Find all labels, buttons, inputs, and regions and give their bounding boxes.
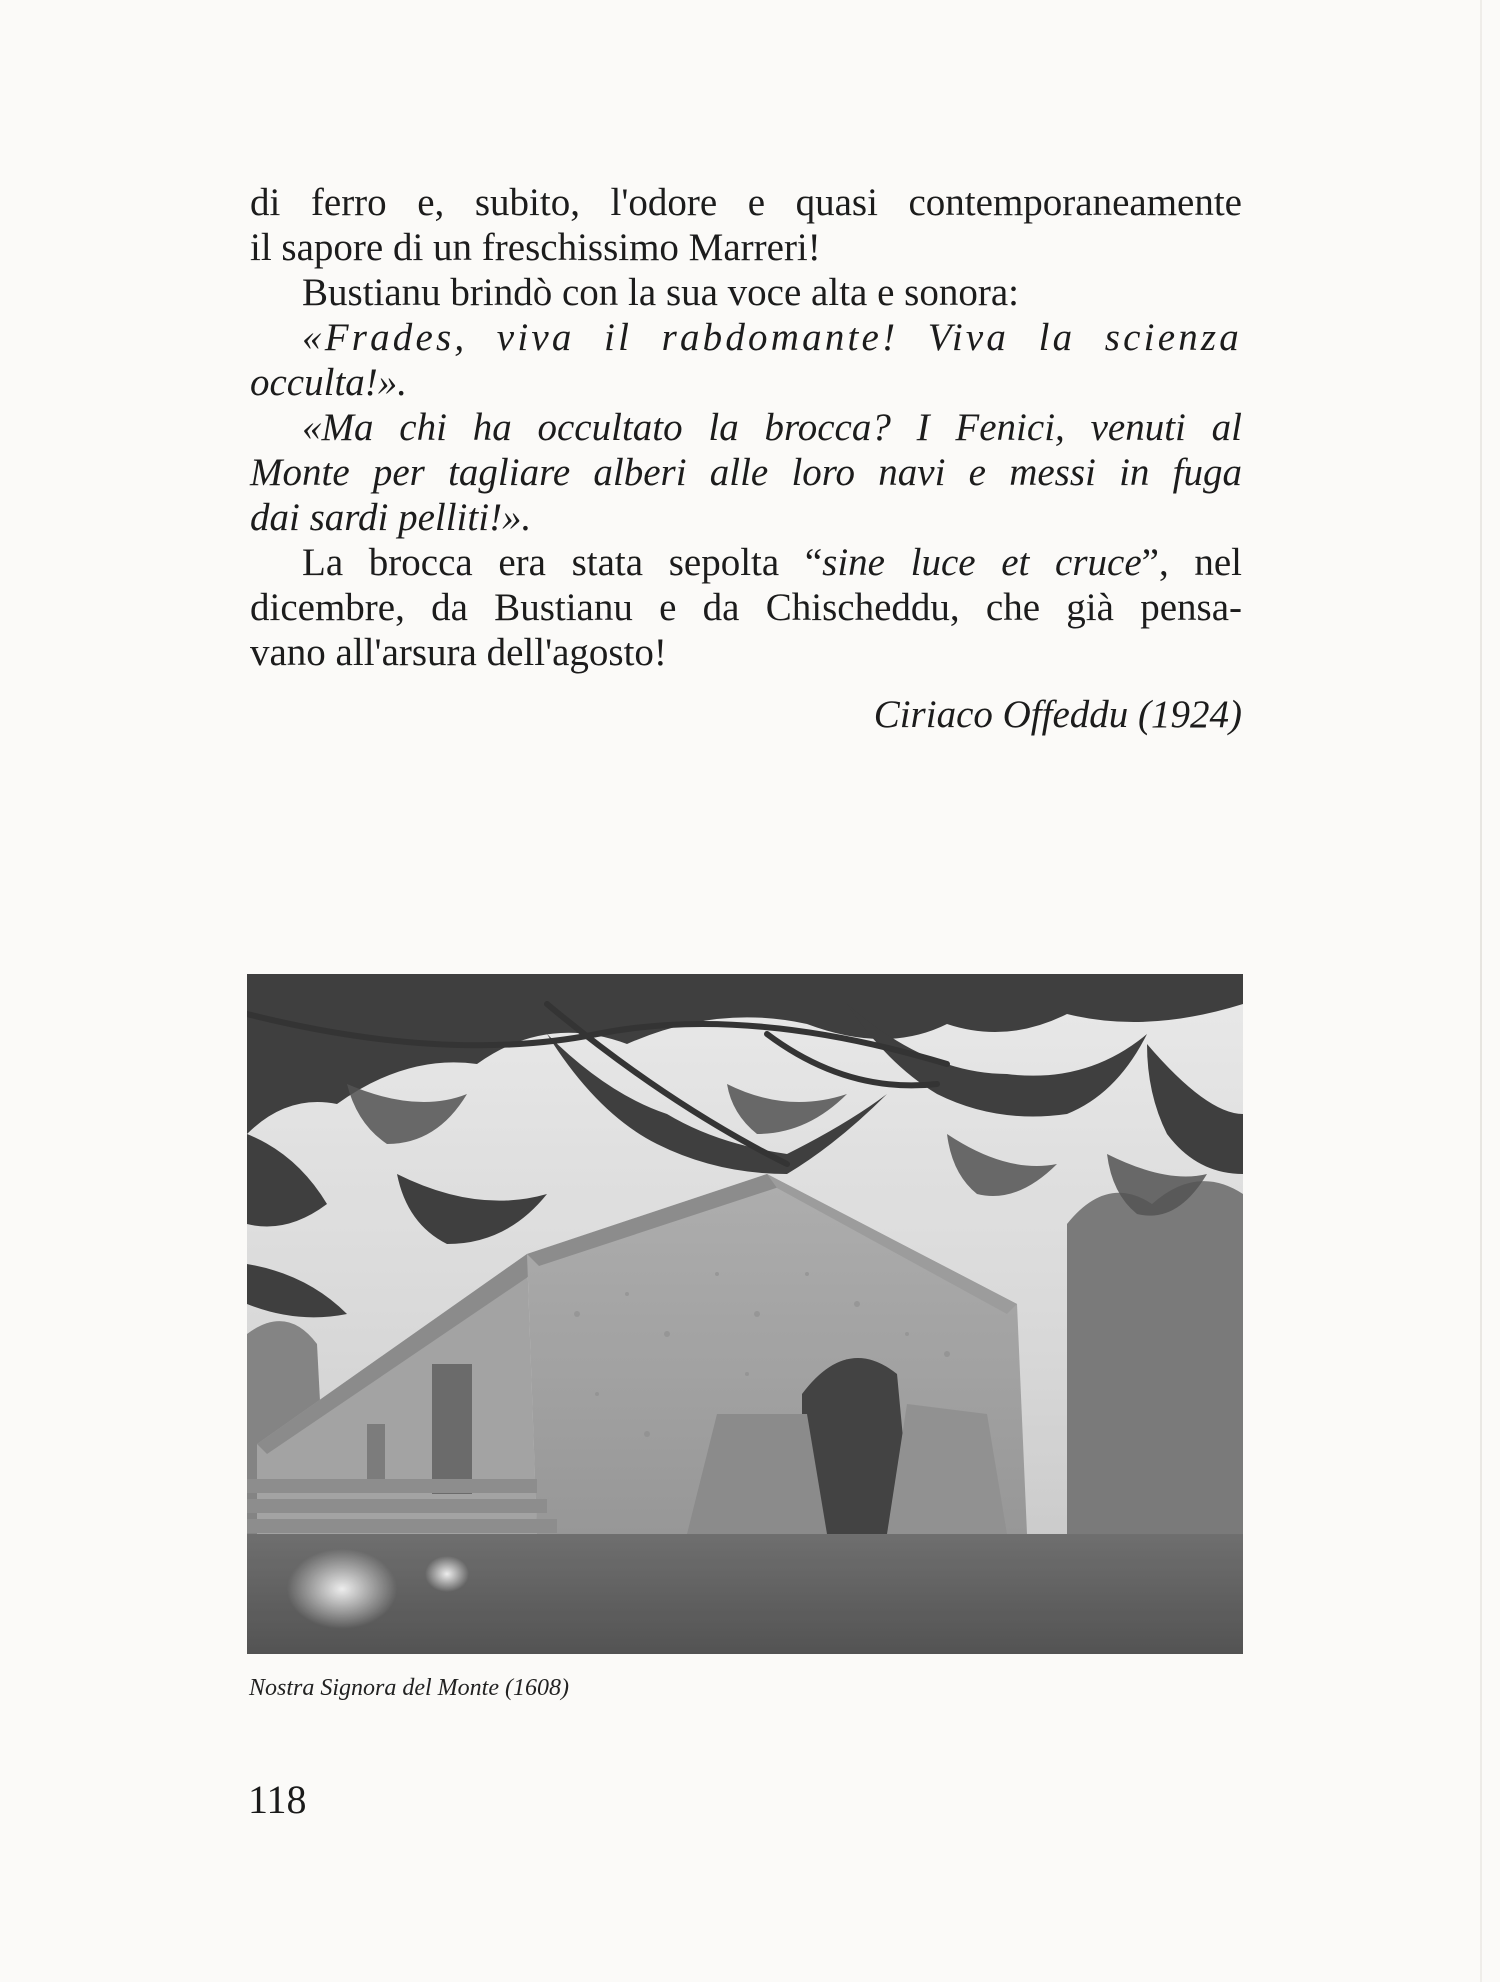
latin-phrase: sine luce et cruce — [822, 541, 1142, 584]
author-signature: Ciriaco Offeddu (1924) — [873, 693, 1242, 736]
church-photo-graphic — [247, 974, 1243, 1654]
text-fragment: ”, nel — [1141, 541, 1242, 584]
page-edge — [1480, 0, 1482, 1982]
italic-text: dai sardi pelliti!». — [250, 496, 532, 539]
italic-text: «Frades, viva il rabdomante! Viva la scienza — [302, 316, 1242, 359]
page-number: 118 — [248, 1777, 307, 1822]
text-line-italic — [250, 495, 1242, 540]
photo-caption: Nostra Signora del Monte (1608) — [249, 1675, 569, 1701]
text-line: Bustianu brindò con la sua voce alta e sonora: — [302, 271, 1019, 314]
text-line-italic — [250, 360, 1242, 405]
italic-text: «Ma chi ha occultato la brocca? I Fenici, venuti al — [302, 406, 1242, 449]
church-photo — [247, 974, 1243, 1654]
text-line: il sapore di un freschissimo Marreri! — [250, 226, 821, 269]
body-text — [250, 180, 1242, 675]
text-line-italic — [250, 450, 1242, 495]
text-line-italic — [250, 405, 1242, 450]
text-fragment: La brocca era stata sepolta “ — [302, 541, 823, 584]
text-line: dicembre, da Bustianu e da Chischeddu, che già pensa- — [250, 586, 1242, 629]
text-line — [250, 540, 1242, 585]
italic-text: occulta!». — [250, 361, 408, 404]
italic-text: Monte per tagliare alberi alle loro navi e messi in fuga — [250, 451, 1242, 494]
text-line: di ferro e, subito, l'odore e quasi contemporaneamente — [250, 181, 1242, 224]
text-line: vano all'arsura dell'agosto! — [250, 631, 667, 674]
text-line-italic — [250, 315, 1242, 360]
